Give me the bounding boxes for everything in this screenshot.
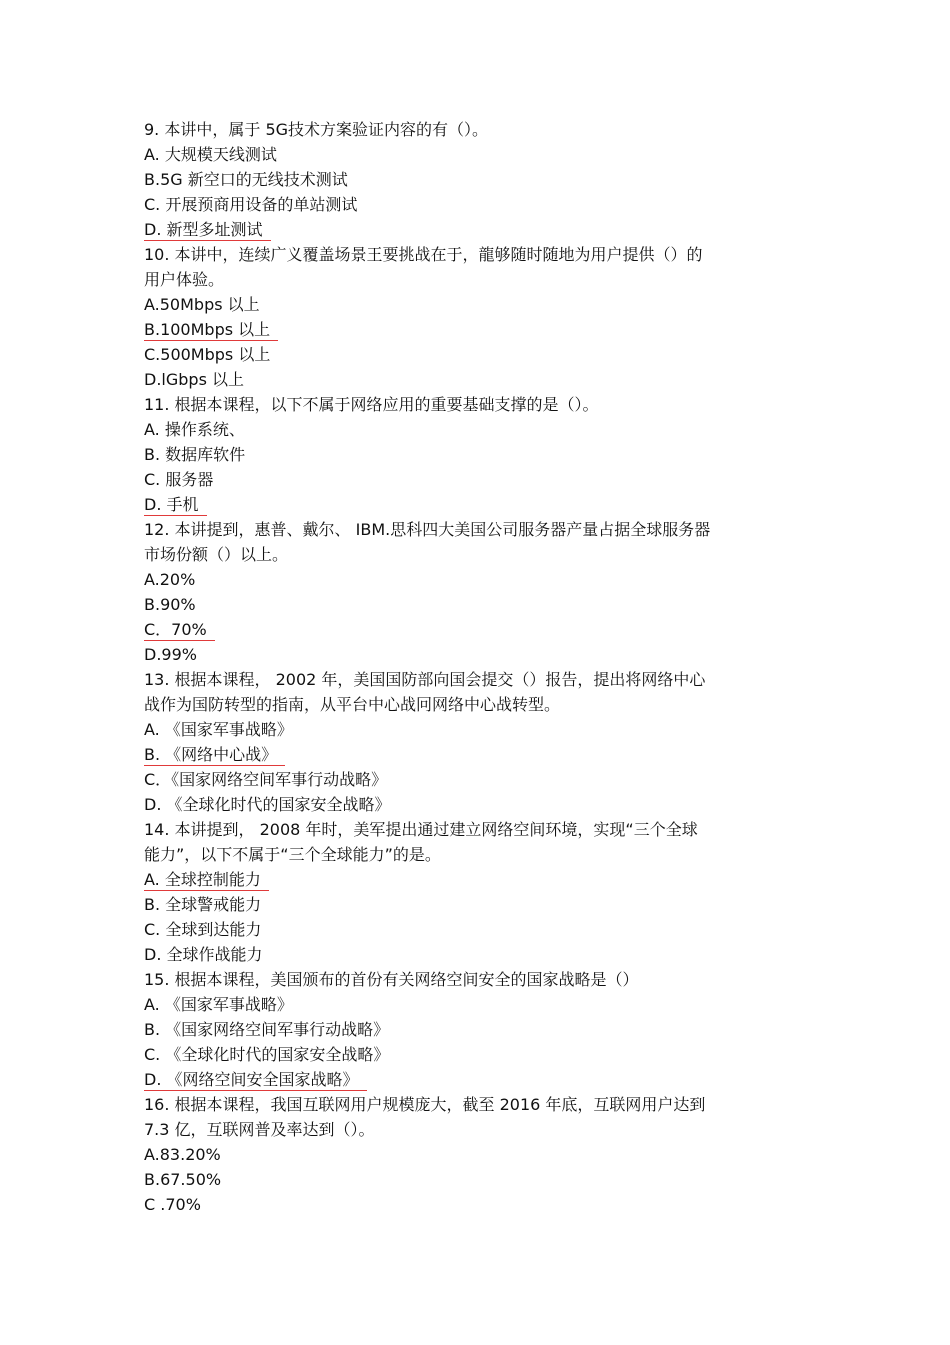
line-text: A.83.20% (144, 1145, 221, 1164)
text-line (144, 992, 794, 1017)
line-text: D.99% (144, 645, 197, 664)
line-text: D. 《全球化时代的国家安全战略》 (144, 795, 391, 814)
text-line (144, 667, 794, 692)
text-line (144, 942, 794, 967)
line-text: 12. 本讲提到，惠普、戴尔、 IBM.思科四大美国公司服务器产量占据全球服务器 (144, 520, 711, 539)
line-text: B. 全球警戒能力 (144, 895, 262, 914)
underlined-answer: A. 全球控制能力 (144, 867, 269, 892)
text-line (144, 692, 794, 717)
line-text: B.5G 新空口的无线技术测试 (144, 170, 348, 189)
text-line (144, 917, 794, 942)
text-line (144, 342, 794, 367)
text-line (144, 767, 794, 792)
text-line (144, 442, 794, 467)
line-text: 7.3 亿，互联网普及率达到（）。 (144, 1120, 375, 1139)
underlined-answer: D. 《网络空间安全国家战略》 (144, 1067, 367, 1092)
line-text: C. 全球到达能力 (144, 920, 262, 939)
text-line (144, 792, 794, 817)
line-text: A. 操作系统、 (144, 420, 245, 439)
underlined-answer: D. 新型多址测试 (144, 217, 271, 242)
line-text: 15. 根据本课程，美国颁布的首份有关网络空间安全的国家战略是（） (144, 970, 639, 989)
line-text: B. 《国家网络空间军事行动战略》 (144, 1020, 390, 1039)
line-text: 战作为国防转型的指南，从平台中心战冋网络中心战转型。 (144, 695, 561, 714)
text-line (144, 567, 794, 592)
text-line (144, 967, 794, 992)
line-text: 16. 根据本课程，我国互联网用户规模庞大，截至 2016 年底，互联网用户达到 (144, 1095, 706, 1114)
line-text: B.67.50% (144, 1170, 222, 1189)
line-text: 用户体验。 (144, 270, 225, 289)
text-line (144, 1017, 794, 1042)
answer-line (144, 492, 794, 517)
line-text: C .70% (144, 1195, 201, 1214)
line-text: C.500Mbps 以上 (144, 345, 271, 364)
line-text: A.20% (144, 570, 196, 589)
line-text: 9. 本讲中，属于 5G技术方案验证内容的有（）。 (144, 120, 489, 139)
line-text: C. 开展预商用设备的单站测试 (144, 195, 358, 214)
line-text: 市场份额（）以上。 (144, 545, 289, 564)
text-line (144, 592, 794, 617)
line-text: 14. 本讲提到， 2008 年时，美军提出通过建立网络空间环境，实现“三个全球 (144, 820, 698, 839)
text-line (144, 417, 794, 442)
underlined-answer: C．70% (144, 617, 215, 642)
text-line (144, 1192, 794, 1217)
line-text: D.lGbps 以上 (144, 370, 244, 389)
text-line (144, 1142, 794, 1167)
text-line (144, 542, 794, 567)
line-text: 10. 本讲中，连续广义覆盖场景王要挑战在于，龍够随时随地为用户提供（）的 (144, 245, 703, 264)
underlined-answer: B.100Mbps 以上 (144, 317, 278, 342)
text-line (144, 717, 794, 742)
answer-line (144, 217, 794, 242)
text-line (144, 367, 794, 392)
text-line (144, 392, 794, 417)
line-text: C．《国家网络空间军事行动战略》 (144, 770, 388, 789)
line-text: B.90% (144, 595, 196, 614)
answer-line (144, 1067, 794, 1092)
text-line (144, 1092, 794, 1117)
answer-line (144, 867, 794, 892)
text-line (144, 1117, 794, 1142)
text-line (144, 242, 794, 267)
line-text: D. 全球作战能力 (144, 945, 263, 964)
answer-line (144, 742, 794, 767)
line-text: C. 服务器 (144, 470, 214, 489)
line-text: 13. 根据本课程， 2002 年，美国国防部向国会提交（）报告，提出将网络中心 (144, 670, 706, 689)
line-text: 11. 根据本课程，以下不属于网络应用的重要基础支撑的是（）。 (144, 395, 599, 414)
text-line (144, 817, 794, 842)
text-line (144, 167, 794, 192)
underlined-answer: B. 《网络中心战》 (144, 742, 285, 767)
text-line (144, 892, 794, 917)
line-text: A. 《国家军事战略》 (144, 720, 293, 739)
answer-line (144, 317, 794, 342)
text-line (144, 642, 794, 667)
text-line (144, 142, 794, 167)
text-line (144, 517, 794, 542)
line-text: A. 大规模天线测试 (144, 145, 277, 164)
question-list (144, 117, 794, 1217)
text-line (144, 292, 794, 317)
text-line (144, 267, 794, 292)
text-line (144, 1167, 794, 1192)
text-line (144, 467, 794, 492)
line-text: B. 数据库软件 (144, 445, 246, 464)
text-line (144, 192, 794, 217)
line-text: A.50Mbps 以上 (144, 295, 260, 314)
line-text: A. 《国家军事战略》 (144, 995, 293, 1014)
line-text: 能力”，以下不属于“三个全球能力”的是。 (144, 845, 441, 864)
text-line (144, 842, 794, 867)
line-text: C. 《全球化时代的国家安全战略》 (144, 1045, 390, 1064)
text-line (144, 1042, 794, 1067)
answer-line (144, 617, 794, 642)
underlined-answer: D. 手机 (144, 492, 207, 517)
text-line (144, 117, 794, 142)
